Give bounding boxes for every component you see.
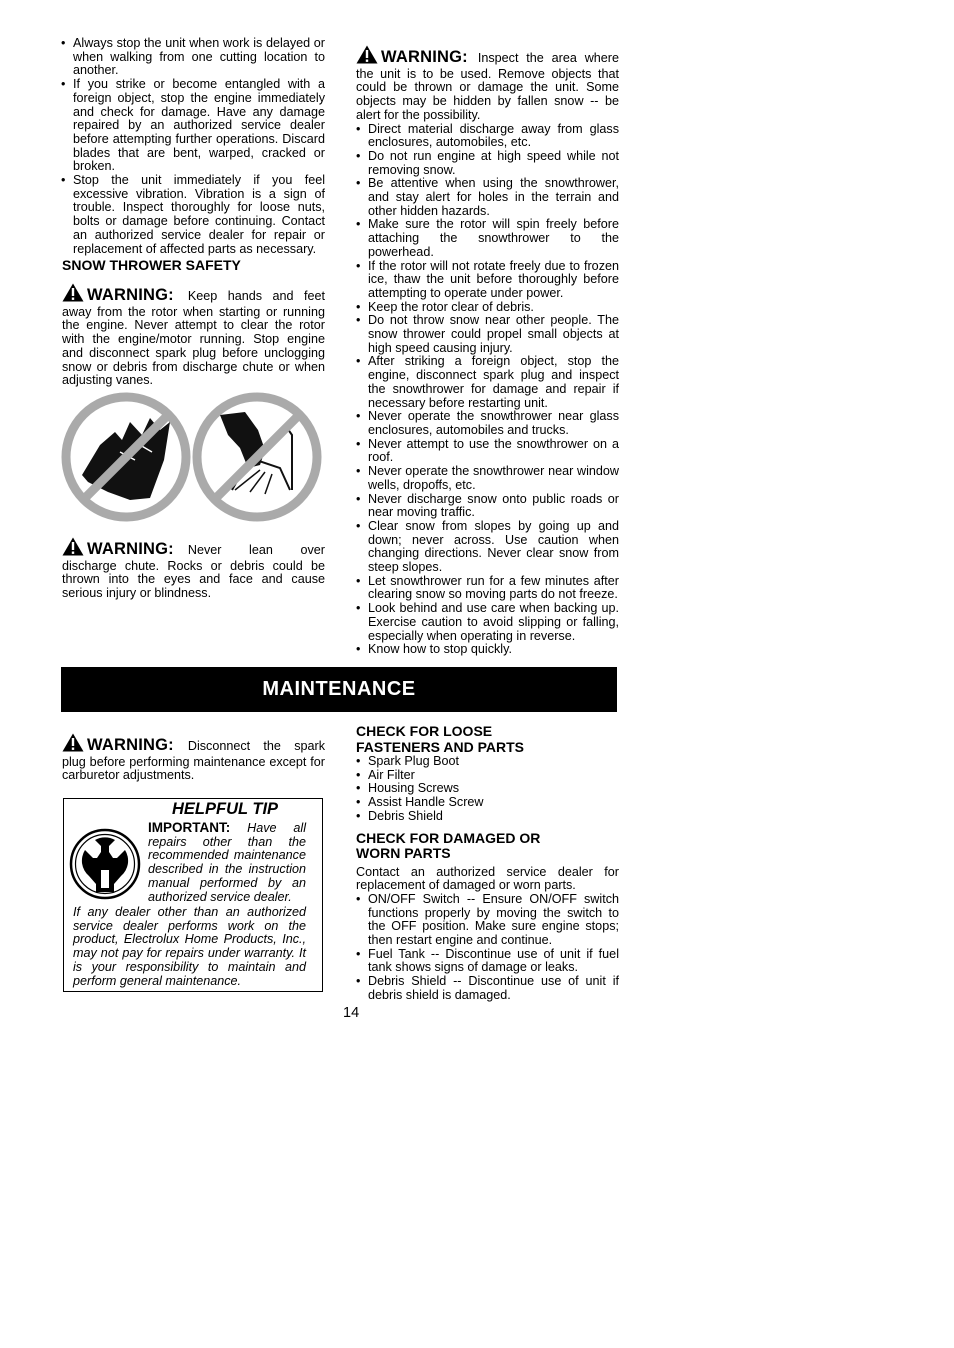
- warning-label: WARNING:: [87, 286, 174, 304]
- list-item: • Let snowthrower run for a few minutes after clearing snow so moving parts do not freeze.: [356, 575, 619, 602]
- list-item: • Never operate the snowthrower near window wells, dropoffs, etc.: [356, 465, 619, 492]
- tip-important-text: [148, 821, 306, 904]
- list-item: • Never attempt to use the snowthrower on a roof.: [356, 438, 619, 465]
- wrench-icon: [69, 828, 141, 900]
- heading-line: FASTENERS AND PARTS: [356, 738, 525, 755]
- heading-line: WORN PARTS: [356, 845, 451, 862]
- prohibition-illustration: [60, 390, 323, 525]
- list-item: • Air Filter: [356, 769, 619, 783]
- loose-fasteners-heading: [356, 724, 619, 755]
- warning-disconnect-spark-plug: [62, 733, 325, 783]
- list-item: • ON/OFF Switch -- Ensure ON/OFF switch functions properly by moving the switch to the OFF position. Make sure engine stops; then restart engine and continue.: [356, 893, 619, 948]
- list-item: • Debris Shield -- Discontinue use of unit if debris shield is damaged.: [356, 975, 619, 1002]
- list-item: • Fuel Tank -- Discontinue use of unit if fuel tank shows signs of damage or leaks.: [356, 948, 619, 975]
- page-number: 14: [343, 1005, 360, 1021]
- maintenance-banner: MAINTENANCE: [61, 667, 617, 712]
- list-item: • Do not run engine at high speed while not removing snow.: [356, 150, 619, 177]
- list-item: • If the rotor will not rotate freely due to frozen ice, thaw the unit before thoroughly before attempting to operate under power.: [356, 260, 619, 301]
- no-hands-icon: [66, 397, 186, 517]
- list-item: • Do not throw snow near other people. The snow thrower could propel small objects at high speed causing injury.: [356, 314, 619, 355]
- right-bullet-list: [356, 123, 619, 657]
- warning-triangle-icon: [62, 283, 84, 306]
- list-item: • Never operate the snowthrower near glass enclosures, automobiles and trucks.: [356, 410, 619, 437]
- tip-important-label: IMPORTANT:: [148, 820, 231, 835]
- list-item: • After striking a foreign object, stop the engine, disconnect spark plug and inspect the snowthrower for damage and repair if necessary before restarting unit.: [356, 355, 619, 410]
- damaged-intro: Contact an authorized service dealer for replacement of damaged or worn parts.: [356, 864, 619, 893]
- warning-rotor: [62, 283, 325, 388]
- warning-text: Never lean over discharge chute. Rocks or debris could be thrown into the eyes and face and cause serious injury or blindness.: [62, 543, 325, 601]
- list-item: • Know how to stop quickly.: [356, 643, 619, 657]
- left-top-list: [61, 37, 325, 256]
- tip-text-2: If any dealer other than an authorized service dealer performs work on the product, Electrolux Home Products, Inc., may not pay for repairs under warranty. It is your responsibility to maintain and perform general maintenance.: [73, 905, 306, 988]
- list-item: • Spark Plug Boot: [356, 755, 619, 769]
- right-bottom-column: [356, 724, 619, 1003]
- right-top-column: [356, 45, 619, 657]
- no-rotor-icon: [197, 397, 317, 517]
- warning-text: Inspect the area where the unit is to be used. Remove objects that could be thrown or damage the unit. Some objects may be hidden by fallen snow -- be alert for the possibility.: [356, 51, 619, 122]
- list-item: • Assist Handle Screw: [356, 796, 619, 810]
- warning-triangle-icon: [62, 733, 84, 756]
- warning-label: WARNING:: [87, 736, 174, 754]
- helpful-tip-title: HELPFUL TIP: [172, 800, 279, 818]
- warning-triangle-icon: [62, 537, 84, 560]
- list-item: • Be attentive when using the snowthrower, and stay alert for holes in the terrain and other hidden hazards.: [356, 177, 619, 218]
- helpful-tip-box: [63, 798, 323, 992]
- list-item: • Clear snow from slopes by going up and down; never across. Use caution when changing directions. Never clear snow from steep slopes.: [356, 520, 619, 575]
- list-item: • Keep the rotor clear of debris.: [356, 301, 619, 315]
- heading-line: CHECK FOR LOOSE: [356, 723, 493, 739]
- list-item: • Stop the unit immediately if you feel excessive vibration. Vibration is a sign of trouble. Inspect thoroughly for loose nuts, bolts or damage before continuing. Contact an authorized service dealer for repair or replacement of affected parts as necessary.: [61, 174, 325, 256]
- snow-thrower-safety-heading: SNOW THROWER SAFETY: [62, 257, 241, 273]
- list-item: • Never discharge snow onto public roads or near moving traffic.: [356, 493, 619, 520]
- damaged-parts-heading: [356, 831, 619, 862]
- tip-text-1: Have all repairs other than the recommended maintenance described in the instruction manual performed by an authorized service dealer.: [148, 821, 306, 904]
- warning-label: WARNING:: [381, 48, 468, 66]
- list-item: • Housing Screws: [356, 782, 619, 796]
- list-item: • Always stop the unit when work is delayed or when walking from one cutting location to another.: [61, 37, 325, 78]
- warning-triangle-icon: [356, 45, 378, 68]
- warning-chute: [62, 537, 325, 601]
- list-item: • If you strike or become entangled with a foreign object, stop the engine immediately and check for damage. Have any damage repaired by an authorized service dealer before attempting further operations. Discard blades that are bent, warped, cracked or broken.: [61, 78, 325, 174]
- list-item: • Direct material discharge away from glass enclosures, automobiles, etc.: [356, 123, 619, 150]
- loose-items-list: [356, 755, 619, 824]
- damaged-items-list: [356, 893, 619, 1003]
- warning-inspect-area: [356, 45, 619, 123]
- warning-text: Disconnect the spark plug before performing maintenance except for carburetor adjustments.: [62, 739, 325, 783]
- list-item: • Make sure the rotor will spin freely before attaching the snowthrower to the powerhead.: [356, 218, 619, 259]
- heading-line: CHECK FOR DAMAGED OR: [356, 829, 541, 846]
- list-item: • Look behind and use care when backing up. Exercise caution to avoid slipping or falling, especially when operating in reverse.: [356, 602, 619, 643]
- warning-label: WARNING:: [87, 540, 174, 558]
- warning-text: Keep hands and feet away from the rotor when starting or running the engine. Never attempt to clear the rotor with the engine/motor running. Stop engine and disconnect spark plug before unclogging snow or debris from discharge chute or when adjusting vanes.: [62, 289, 325, 388]
- list-item: • Debris Shield: [356, 810, 619, 824]
